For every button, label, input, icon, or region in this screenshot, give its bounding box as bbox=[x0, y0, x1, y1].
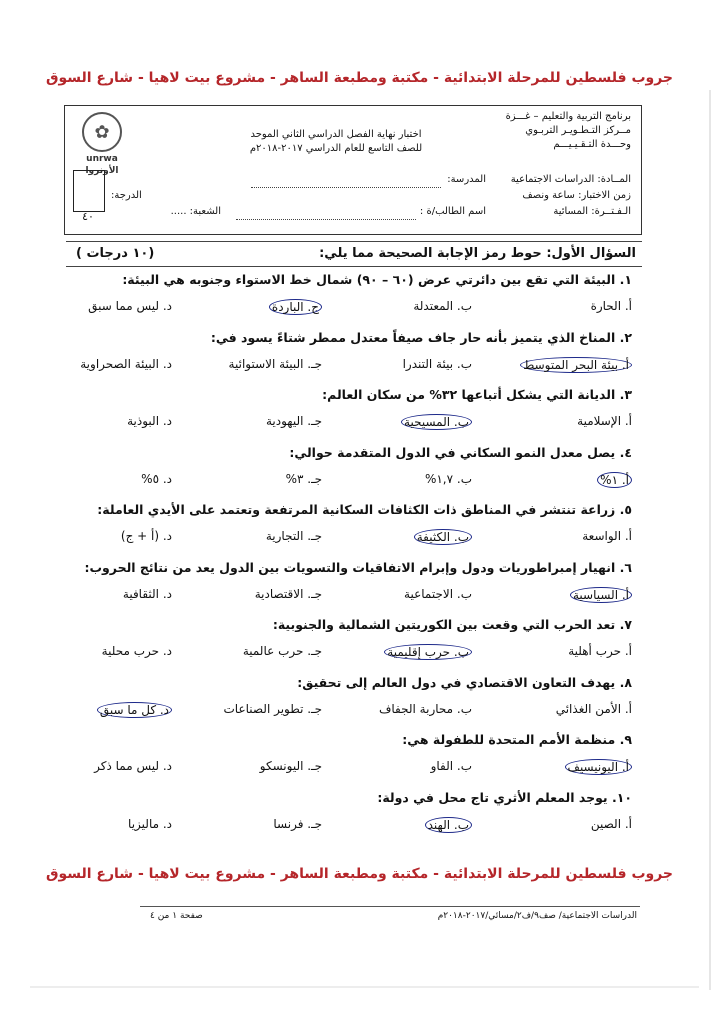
answer-option[interactable]: ب. المعتدلة bbox=[413, 299, 472, 313]
selected-answer-option[interactable]: أ. ١% bbox=[597, 472, 632, 488]
footer-reference: الدراسات الاجتماعية/ صف٩/ف٢/مسائي/٢٠١٧-٢٠١٨م bbox=[437, 911, 637, 921]
selected-answer-option[interactable]: ب. المسيحية bbox=[401, 414, 472, 430]
question-stem bbox=[66, 675, 642, 690]
question-text: ٧. تعد الحرب التي وقعت بين الكوريتين الشمالية والجنوبية: bbox=[272, 617, 632, 632]
answer-option[interactable]: ب. محاربة الجفاف bbox=[378, 701, 472, 716]
answer-option[interactable]: جـ. فرنسا bbox=[273, 816, 322, 831]
answer-option[interactable]: جـ. اليهودية bbox=[265, 414, 322, 428]
answer-option[interactable]: جـ. حرب عالمية bbox=[242, 644, 322, 658]
grade-total: ٤٠ bbox=[82, 210, 94, 223]
exam-title-block bbox=[231, 128, 441, 156]
question-stem bbox=[66, 502, 642, 517]
duration-label: زمن الاختبار: ساعة ونصف bbox=[522, 190, 631, 201]
answer-option[interactable]: د. البوذية bbox=[127, 414, 172, 428]
selected-answer-option[interactable]: ج. الباردة bbox=[269, 299, 322, 315]
subject-label: المــادة: الدراسات الاجتماعية bbox=[510, 174, 631, 185]
selected-answer-option[interactable]: د. كل ما سبق bbox=[97, 702, 172, 718]
selected-answer-option[interactable]: ب. حرب إقليمية bbox=[384, 644, 472, 660]
question-text: ٤. يصل معدل النمو السكاني في الدول المتقدمة حوالي: bbox=[289, 444, 632, 460]
answer-option[interactable]: أ. حرب أهلية bbox=[568, 644, 632, 658]
section-label: الشعبة: ..... bbox=[170, 206, 221, 217]
page-number: صفحة ١ من ٤ bbox=[150, 911, 203, 921]
answer-option[interactable]: د. (أ + ج) bbox=[120, 529, 172, 543]
answer-option[interactable]: د. حرب محلية bbox=[101, 644, 172, 658]
bottom-banner: جروب فلسطين للمرحلة الابتدائية - مكتبة ومطبعة الساهر - مشروع بيت لاهيا - شارع السوق bbox=[45, 866, 674, 882]
answer-option[interactable]: أ. الأمن الغذائي bbox=[555, 701, 632, 716]
student-label: اسم الطالب/ة : bbox=[419, 206, 486, 217]
answer-option[interactable]: جـ. البيئة الاستوائية bbox=[228, 356, 322, 371]
question-stem bbox=[66, 617, 642, 632]
period-label: الـفـتــرة: المسائية bbox=[553, 206, 631, 217]
answer-option[interactable]: ب. ١,٧% bbox=[424, 471, 472, 486]
selected-answer-option[interactable]: ب. الكثيفة bbox=[414, 529, 472, 545]
logo-text-arabic: الأونروا bbox=[85, 166, 119, 176]
student-name-line[interactable] bbox=[236, 218, 416, 220]
section-divider bbox=[66, 266, 642, 267]
question-text: ١٠. يوجد المعلم الأثري تاج محل في دولة: bbox=[377, 789, 632, 805]
answer-option[interactable]: د. ليس مما سبق bbox=[88, 299, 172, 313]
answer-option[interactable]: جـ. تطوير الصناعات bbox=[223, 701, 322, 716]
footer-divider bbox=[140, 906, 640, 907]
question-text: ٦. انهيار إمبراطوريات ودول وإبرام الاتفاقيات والتسويات بين الدول يعد من نتائج الحروب: bbox=[84, 559, 632, 575]
answer-option[interactable]: أ. الصين bbox=[590, 816, 632, 831]
question-stem bbox=[66, 387, 642, 402]
question-text: ٣. الديانة التي يشكل أتباعها ٣٢% من سكان العالم: bbox=[322, 387, 632, 402]
org-line: وحـــدة التـقـيـيـــم bbox=[553, 139, 631, 150]
question-title: السؤال الأول: حوط رمز الإجابة الصحيحة مما يلي: bbox=[319, 246, 636, 261]
unrwa-logo bbox=[71, 112, 133, 176]
question-stem bbox=[66, 272, 642, 287]
exam-subtitle: للصف التاسع للعام الدراسي ٢٠١٧-٢٠١٨م bbox=[249, 143, 423, 154]
answer-option[interactable]: ب. الاجتماعية bbox=[404, 586, 472, 601]
un-emblem-icon: ✿ bbox=[82, 112, 122, 152]
answer-option[interactable]: د. البيئة الصحراوية bbox=[80, 356, 172, 371]
answer-option[interactable]: جـ. الاقتصادية bbox=[254, 586, 322, 601]
question-marks: (١٠ درجات ) bbox=[76, 246, 155, 261]
selected-answer-option[interactable]: أ. بيئة البحر المتوسط bbox=[520, 357, 632, 373]
question-stem bbox=[66, 330, 642, 345]
selected-answer-option[interactable]: أ. اليونيسيف bbox=[565, 759, 632, 775]
question-stem bbox=[66, 445, 642, 460]
question-text: ٥. زراعة تنتشر في المناطق ذات الكثافات السكانية المرتفعة وتعتمد على الأيدي العاملة: bbox=[97, 502, 632, 517]
question-stem bbox=[66, 732, 642, 747]
exam-title: اختبار نهاية الفصل الدراسي الثاني الموحد bbox=[250, 129, 422, 140]
question-text: ٨. يهدف التعاون الاقتصادي في دول العالم إلى تحقيق: bbox=[297, 674, 632, 690]
scan-edge-bottom bbox=[30, 986, 699, 988]
answer-option[interactable]: جـ. اليونسكو bbox=[259, 759, 322, 773]
school-line[interactable] bbox=[251, 186, 441, 188]
top-banner: جروب فلسطين للمرحلة الابتدائية - مكتبة ومطبعة الساهر - مشروع بيت لاهيا - شارع السوق bbox=[45, 70, 674, 86]
answer-option[interactable]: د. الثقافية bbox=[122, 586, 172, 601]
grade-box[interactable] bbox=[73, 170, 105, 212]
logo-text-latin: unrwa bbox=[86, 154, 118, 164]
school-label: المدرسة: bbox=[447, 174, 486, 185]
selected-answer-option[interactable]: ب. الهند bbox=[425, 817, 472, 833]
selected-answer-option[interactable]: أ. السياسية bbox=[570, 587, 632, 603]
grade-label: الدرجة: bbox=[111, 190, 142, 201]
answer-option[interactable]: جـ. التجارية bbox=[265, 529, 322, 543]
answer-option[interactable]: ب. بيئة التندرا bbox=[402, 356, 472, 371]
question-stem bbox=[66, 560, 642, 575]
exam-header-box bbox=[64, 105, 642, 235]
answer-option[interactable]: د. ليس مما ذكر bbox=[94, 759, 172, 773]
organization-block bbox=[506, 110, 631, 152]
answer-option[interactable]: أ. الواسعة bbox=[582, 529, 632, 543]
question-text: ٢. المناخ الذي يتميز بأنه حار جاف صيفاً معتدل ممطر شتاءً يسود في: bbox=[210, 329, 632, 345]
answer-option[interactable]: د. ٥% bbox=[141, 471, 172, 486]
question-text: ١. البيئة التي تقع بين دائرتي عرض (٦٠ – ٩٠) شمال خط الاستواء وجنوبه هي البيئة: bbox=[122, 272, 632, 287]
section-divider bbox=[66, 241, 642, 242]
scan-edge bbox=[709, 90, 711, 990]
answer-option[interactable]: جـ. ٣% bbox=[285, 471, 322, 486]
org-line: مــركز التـطـويـر التربـوي bbox=[525, 125, 631, 136]
answer-option[interactable]: د. ماليزيا bbox=[128, 816, 172, 831]
org-line: برنامج التربية والتعليم – غـــزة bbox=[505, 111, 631, 122]
answer-option[interactable]: أ. الإسلامية bbox=[577, 414, 632, 428]
answer-option[interactable]: أ. الحارة bbox=[590, 299, 632, 313]
answer-option[interactable]: ب. الفاو bbox=[430, 759, 472, 773]
question-stem bbox=[66, 790, 642, 805]
question-text: ٩. منظمة الأمم المتحدة للطفولة هي: bbox=[402, 732, 632, 747]
